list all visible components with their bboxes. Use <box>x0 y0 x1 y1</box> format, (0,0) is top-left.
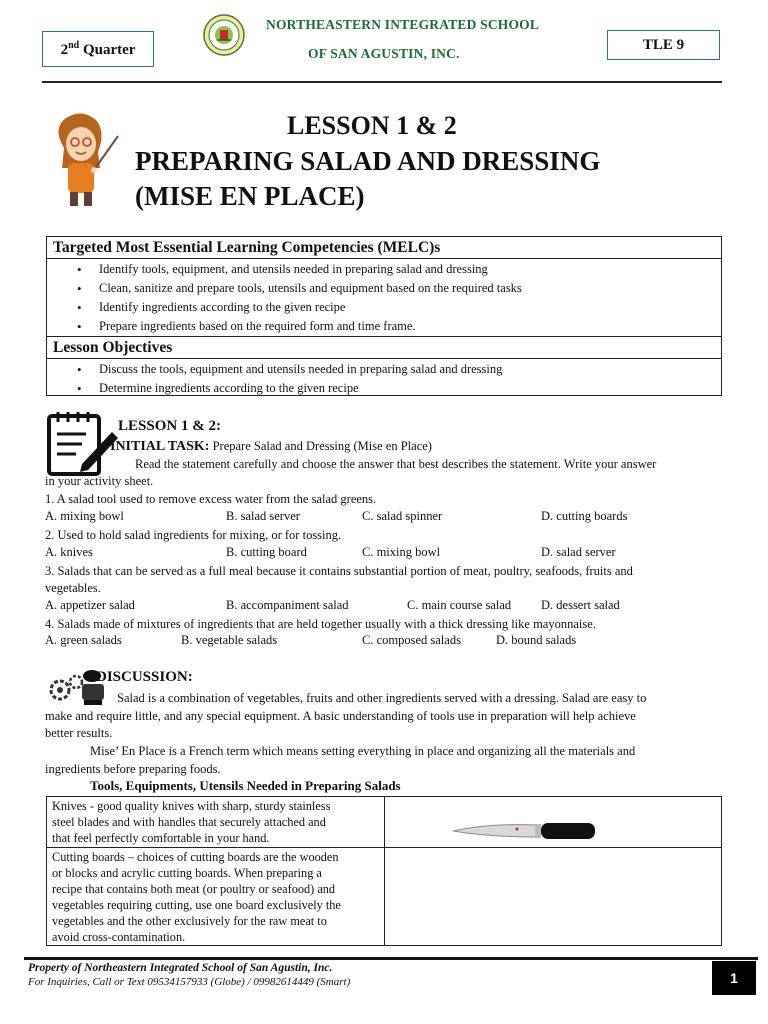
objectives-heading: Lesson Objectives <box>47 337 721 359</box>
q1-option-d: D. cutting boards <box>541 509 628 523</box>
cutting-board-image-cell <box>385 848 721 945</box>
q4-option-a: A. green salads <box>45 633 122 647</box>
lesson-title-line1: PREPARING SALAD AND DRESSING <box>135 146 601 176</box>
question-3-line1: 3. Salads that can be served as a full meal because it contains substantial portion of meat, poultry, seafoods, fruits and <box>45 564 633 578</box>
melc-heading: Targeted Most Essential Learning Competencies (MELC)s <box>47 237 721 259</box>
q2-option-d: D. salad server <box>541 545 616 559</box>
quarter-label: 2nd Quarter <box>60 39 136 58</box>
school-name-line1: NORTHEASTERN INTEGRATED SCHOOL <box>266 17 540 32</box>
table-row <box>47 848 721 945</box>
instruction-line2: in your activity sheet. <box>45 474 154 488</box>
q1-option-c: C. salad spinner <box>362 509 443 523</box>
school-name-line2: OF SAN AGUSTIN, INC. <box>308 46 460 61</box>
cutting-boards-description: Cutting boards – choices of cutting boards are the wooden or blocks and acrylic cutting boards. When preparing a recipe that contains both meat (or poultry or seafood) and vegetables requiring cutting, use one board exclusively the vegetables and the other exclusively for the raw meat to avoid cross-contamination. <box>47 848 385 945</box>
list-item: • Discuss the tools, equipment and utensils needed in preparing salad and dressing <box>47 360 721 379</box>
discussion-p1-line1: Salad is a combination of vegetables, fruits and other ingredients served with a dressing. Salad are easy to <box>117 691 647 705</box>
subject-box <box>607 30 720 60</box>
discussion-p1-line3: better results. <box>45 726 113 740</box>
footer-divider <box>24 957 758 960</box>
question-4: 4. Salads made of mixtures of ingredients that are held together usually with a thick dressing like mayonnaise. <box>45 617 596 631</box>
list-item: • Clean, sanitize and prepare tools, utensils and equipment based on the required tasks <box>47 279 721 298</box>
question-3-line2: vegetables. <box>45 581 101 595</box>
discussion-p2-line2: ingredients before preparing foods. <box>45 762 221 776</box>
q2-option-a: A. knives <box>45 545 93 559</box>
q4-option-c: C. composed salads <box>362 633 461 647</box>
page-number-box <box>712 961 756 995</box>
tools-table-title: Tools, Equipments, Utensils Needed in Preparing Salads <box>90 778 401 793</box>
page-number: 1 <box>730 970 738 986</box>
discussion-p1-line2: make and require little, and any special equipment. A basic understanding of tools use in preparation will help achieve <box>45 709 636 723</box>
knives-description: Knives - good quality knives with sharp, sturdy stainless steel blades and with handles that securely attached and that feel perfectly comfortable in your hand. <box>47 797 385 847</box>
footer-inquiries: For Inquiries, Call or Text 09534157933 (Globe) / 09982614449 (Smart) <box>28 976 351 988</box>
teacher-illustration <box>44 108 122 210</box>
discussion-p2-line1: Mise’ En Place is a French term which means setting everything in place and organizing all the materials and <box>90 744 636 758</box>
q2-option-b: B. cutting board <box>226 545 307 559</box>
melc-table <box>46 236 722 396</box>
q1-option-b: B. salad server <box>226 509 300 523</box>
q3-option-b: B. accompaniment salad <box>226 598 349 612</box>
task-notepad-icon <box>46 410 118 478</box>
initial-task-line: INITIAL TASK: Prepare Salad and Dressing (Mise en Place) <box>110 439 432 454</box>
list-item: • Prepare ingredients based on the required form and time frame. <box>47 317 721 336</box>
question-2: 2. Used to hold salad ingredients for mixing, or for tossing. <box>45 528 342 542</box>
knife-image-cell <box>385 797 721 847</box>
footer-property: Property of Northeastern Integrated School of San Agustin, Inc. <box>28 962 333 974</box>
header-divider <box>42 81 722 83</box>
knife-image <box>449 819 599 843</box>
q4-option-d: D. bound salads <box>496 633 577 647</box>
q3-option-c: C. main course salad <box>407 598 512 612</box>
tools-table <box>46 796 722 946</box>
q3-option-d: D. dessert salad <box>541 598 620 612</box>
question-1: 1. A salad tool used to remove excess water from the salad greens. <box>45 492 377 506</box>
discussion-heading: DISCUSSION: <box>96 669 193 685</box>
quarter-box <box>42 31 154 67</box>
q2-option-c: C. mixing bowl <box>362 545 441 559</box>
list-item: • Identify ingredients according to the given recipe <box>47 298 721 317</box>
table-row <box>47 797 721 848</box>
q3-option-a: A. appetizer salad <box>45 598 135 612</box>
list-item: • Determine ingredients according to the given recipe <box>47 379 721 398</box>
objectives-list <box>47 359 721 398</box>
q1-option-a: A. mixing bowl <box>45 509 124 523</box>
melc-list <box>47 259 721 337</box>
list-item: • Identify tools, equipment, and utensils needed in preparing salad and dressing <box>47 260 721 279</box>
lesson-label: LESSON 1 & 2 <box>287 111 457 140</box>
school-seal-logo <box>203 14 245 56</box>
task-heading: LESSON 1 & 2: <box>118 418 221 434</box>
lesson-title-line2: (MISE EN PLACE) <box>135 181 365 211</box>
q4-option-b: B. vegetable salads <box>181 633 278 647</box>
instruction-line1: Read the statement carefully and choose the answer that best describes the statement. Write your answer <box>135 457 657 471</box>
subject-label: TLE 9 <box>642 36 685 53</box>
